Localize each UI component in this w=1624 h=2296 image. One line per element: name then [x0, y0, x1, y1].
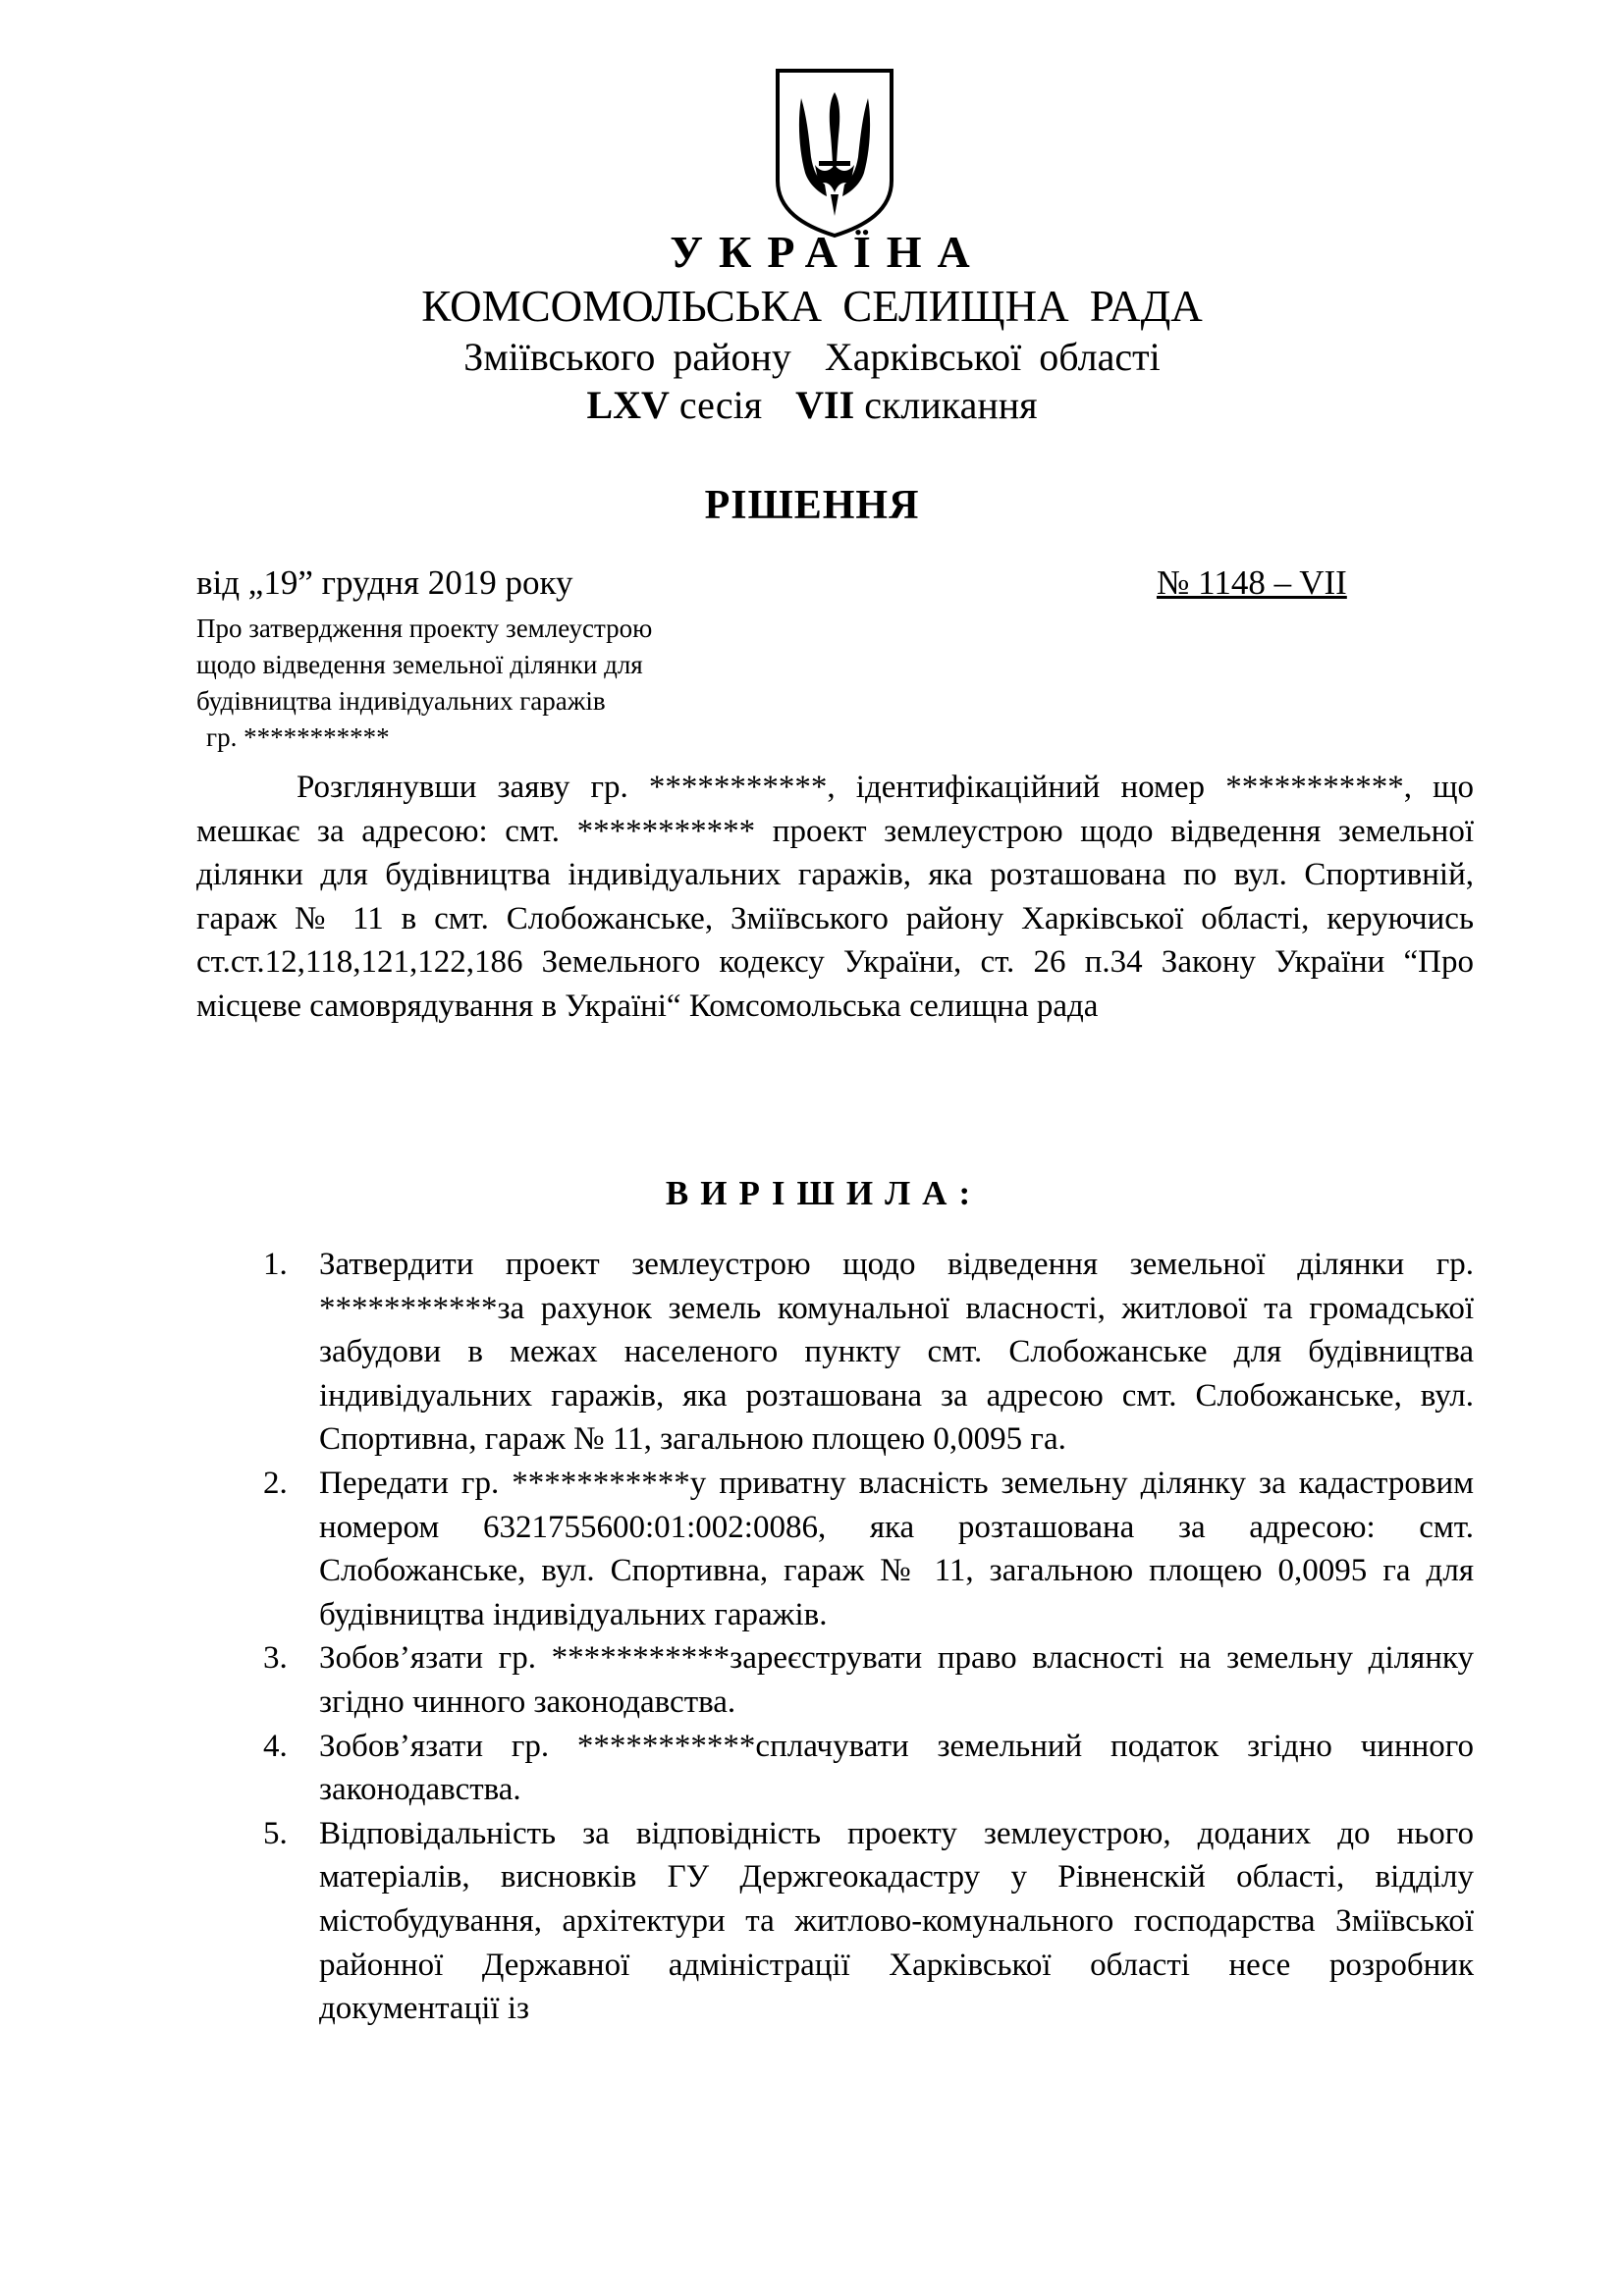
district-name: Зміївського району: [463, 335, 791, 379]
item-number: 4.: [263, 1728, 288, 1764]
resolution-item: [263, 1243, 1474, 1462]
session-label: сесія: [678, 383, 763, 427]
item-number: 1.: [263, 1247, 288, 1282]
preamble-paragraph: Розглянувши заяву гр. ***********, ідентифікаційний номер ***********, що мешкає за адресою: смт. *********** проект землеустрою щодо відведення земельної ділянки для будівництва індивідуальних гаражів, яка розташована по вул. Спортивній, гараж № 11 в смт. Слобожанське, Зміївського району Харківської області, керуючись ст.ст.12,118,121,122,186 Земельного кодексу України, ст. 26 п.34 Закону України “Про місцеве самоврядування в Україні“ Комсомольська селищна рада: [196, 770, 1474, 1024]
decision-subject: [196, 611, 805, 756]
convocation-number: VII: [795, 383, 855, 427]
resolution-item: [263, 1725, 1474, 1812]
item-text: Затвердити проект землеустрою щодо відведення земельної ділянки гр. ***********за рахунок земель комунальної власності, житлової та громадської забудови в межах населеного пункту смт. Слобожанське для будівництва індивідуальних гаражів, яка розташована за адресою смт. Слобожанське, вул. Спортивна, гараж № 11, загальною площею 0,0095 га.: [319, 1247, 1474, 1458]
convocation-label: скликання: [864, 383, 1038, 427]
decision-number: № 1148 – VII: [1157, 563, 1347, 602]
decision-date: від „19” грудня 2019 року: [196, 563, 573, 602]
subject-line: будівництва індивідуальних гаражів: [196, 686, 606, 716]
session-line: [0, 382, 1624, 428]
subject-line: гр. ***********: [206, 722, 390, 752]
item-number: 5.: [263, 1815, 288, 1851]
resolved-heading: ВИРІШИЛА:: [665, 1174, 983, 1212]
country-heading: УКРАЇНА: [670, 227, 986, 277]
region-name: Харківської області: [824, 335, 1161, 379]
resolution-items: [263, 1243, 1474, 2031]
resolution-item: [263, 1636, 1474, 1724]
item-text: Зобов’язати гр. ***********сплачувати земельний податок згідно чинного законодавства.: [319, 1728, 1474, 1808]
item-number: 3.: [263, 1640, 288, 1677]
coat-of-arms-emblem: [772, 63, 897, 240]
subject-line: щодо відведення земельної ділянки для: [196, 650, 643, 679]
subject-line: Про затвердження проекту землеустрою: [196, 614, 653, 643]
item-text: Передати гр. ***********у приватну власність земельну ділянку за кадастровим номером 6321755600:01:002:0086, яка розташована за адресою: смт. Слобожанське, вул. Спортивна, гараж № 11, загальною площею 0,0095 га для будівництва індивідуальних гаражів.: [319, 1465, 1474, 1632]
district-line: [0, 334, 1624, 380]
item-text: Зобов’язати гр. ***********зареєструвати право власності на земельну ділянку згідно чинного законодавства.: [319, 1640, 1474, 1720]
council-name: КОМСОМОЛЬСЬКА СЕЛИЩНА РАДА: [421, 282, 1203, 331]
item-number: 2.: [263, 1465, 288, 1501]
resolution-item: [263, 1462, 1474, 1636]
session-number: LXV: [586, 383, 670, 427]
resolution-item: [263, 1812, 1474, 2031]
decision-title: РІШЕННЯ: [704, 483, 920, 528]
item-text: Відповідальність за відповідність проекту землеустрою, доданих до нього матеріалів, висновків ГУ Держгеокадастру у Рівненскій області, відділу містобудування, архітектури та житлово-комунального господарства Зміївської районної Державної адміністрації Харківської області несе розробник документації із: [319, 1815, 1474, 2027]
